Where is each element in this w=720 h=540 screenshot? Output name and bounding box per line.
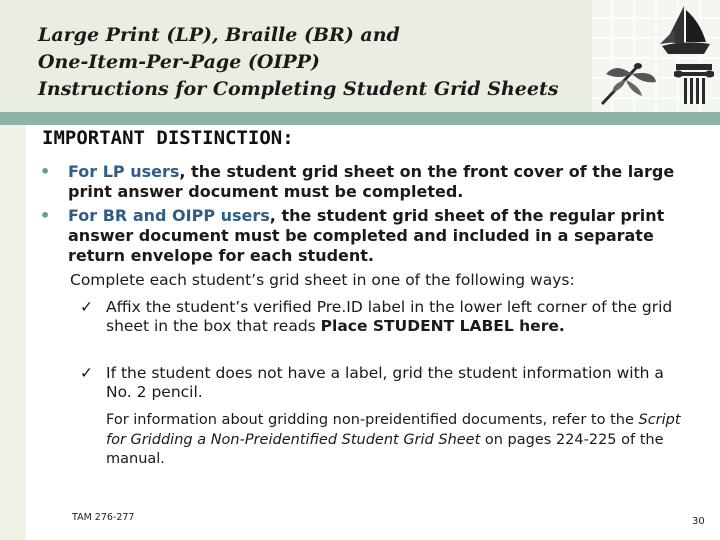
title-line-3: Instructions for Completing Student Grid Sheets bbox=[38, 78, 559, 100]
check-text: Affix the student’s verified Pre.ID label in the lower left corner of the grid sheet in the box that reads bbox=[106, 298, 673, 335]
bullet-highlight: For LP users bbox=[68, 162, 180, 181]
title-line-2: One-Item-Per-Page (OIPP) bbox=[38, 51, 320, 73]
intro-text: Complete each student’s grid sheet in one of the following ways: bbox=[70, 271, 575, 289]
checkmark-icon: ✓ bbox=[80, 298, 93, 316]
checkmark-icon: ✓ bbox=[80, 364, 93, 382]
section-heading: IMPORTANT DISTINCTION: bbox=[42, 127, 294, 149]
bullet-text: , the student grid sheet of the regular print answer document must be completed and included in a separate return envelope for each student. bbox=[68, 206, 665, 265]
dragonfly-icon bbox=[596, 52, 660, 110]
bullet-text: , the student grid sheet on the front cover of the large print answer document must be completed. bbox=[68, 162, 675, 201]
check-text: If the student does not have a label, grid the student information with a No. 2 pencil. bbox=[106, 364, 664, 401]
footer-reference: TAM 276-277 bbox=[72, 512, 135, 523]
bullet-item-br-oipp bbox=[40, 206, 686, 266]
check-item-label bbox=[80, 298, 680, 336]
check-item-pencil bbox=[80, 364, 680, 402]
bullet-icon: • bbox=[40, 162, 51, 181]
column-capital-icon bbox=[672, 62, 716, 106]
note-italic-title: Script for Gridding a Non-Preidentified Student Grid Sheet bbox=[106, 412, 681, 448]
sailboat-icon bbox=[654, 2, 716, 60]
bullet-item-lp bbox=[40, 162, 686, 202]
bullet-icon: • bbox=[40, 206, 51, 225]
bullet-highlight: For BR and OIPP users bbox=[68, 206, 270, 225]
page-title bbox=[38, 22, 558, 103]
note-suffix: on pages 224-225 of the manual. bbox=[106, 431, 664, 467]
note-prefix: For information about gridding non-preidentified documents, refer to the bbox=[106, 412, 639, 428]
title-line-1: Large Print (LP), Braille (BR) and bbox=[38, 24, 400, 46]
info-note bbox=[106, 411, 686, 470]
check-bold-text: Place STUDENT LABEL here. bbox=[320, 317, 565, 335]
decorative-art bbox=[592, 0, 720, 112]
left-margin-bar bbox=[0, 125, 26, 540]
accent-band bbox=[0, 112, 720, 125]
page-number: 30 bbox=[692, 516, 705, 527]
